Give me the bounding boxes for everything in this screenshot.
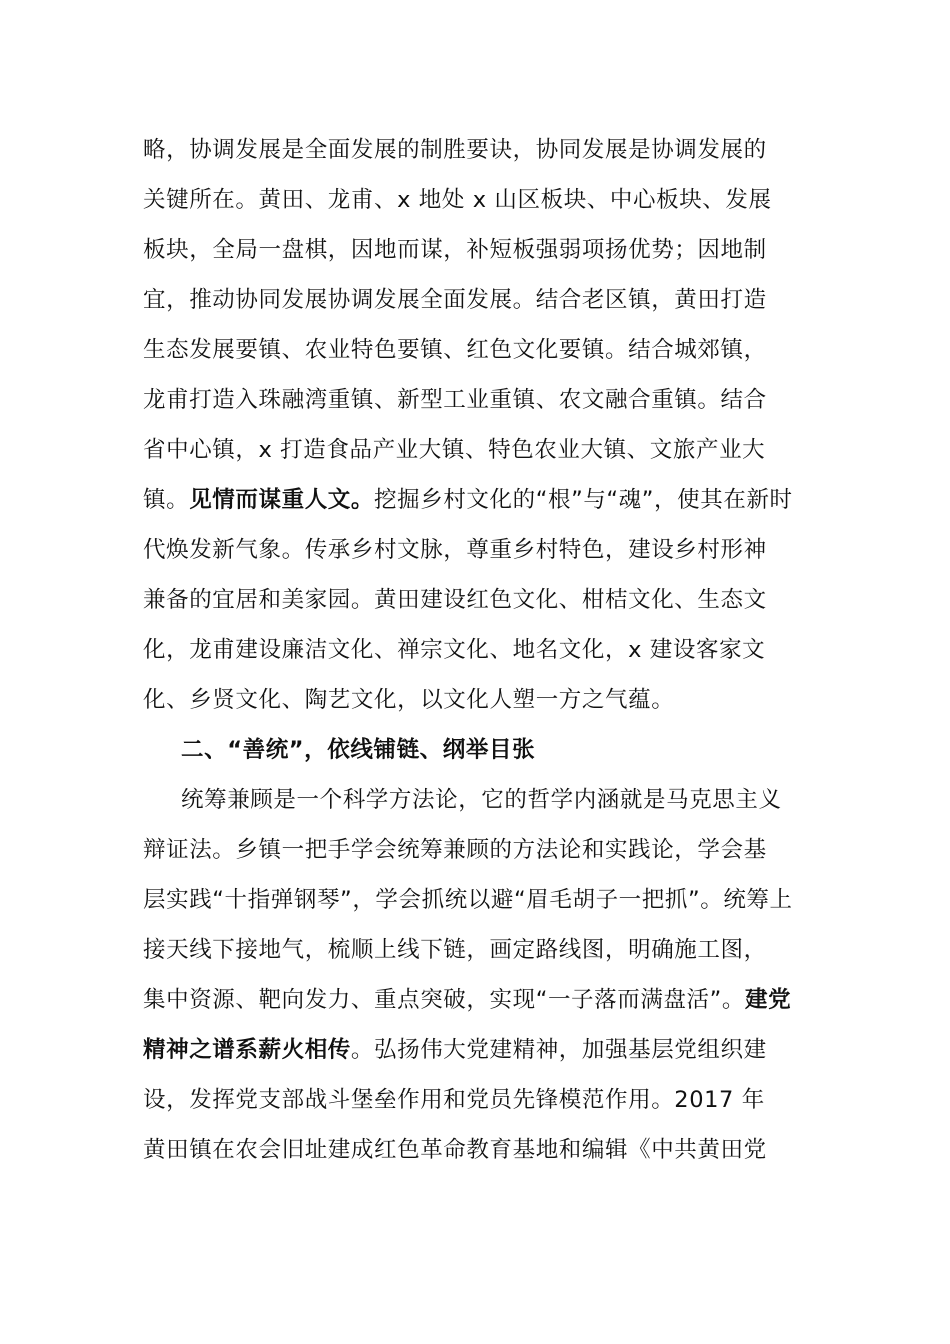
text-line: 宜，推动协同发展协调发展全面发展。结合老区镇，黄田打造 <box>143 287 767 313</box>
text-run: 镇。 <box>143 487 190 513</box>
text-line <box>143 485 813 515</box>
text-line: 代焕发新气象。传承乡村文脉，尊重乡村特色，建设乡村形神 <box>143 537 767 563</box>
text-line: 统筹兼顾是一个科学方法论，它的哲学内涵就是马克思主义 <box>181 787 782 813</box>
text-line: 省中心镇，x 打造食品产业大镇、特色农业大镇、文旅产业大 <box>143 437 766 463</box>
text-line: 设，发挥党支部战斗堡垒作用和党员先锋模范作用。2017 年 <box>143 1087 765 1113</box>
text-run: 集中资源、靶向发力、重点突破，实现“一子落而满盘活”。 <box>143 987 746 1013</box>
text-line: 生态发展要镇、农业特色要镇、红色文化要镇。结合城郊镇， <box>143 337 767 363</box>
text-line: 关键所在。黄田、龙甫、x 地处 x 山区板块、中心板块、发展 <box>143 187 772 213</box>
bold-subheading: 精神之谱系薪火相传 <box>143 1037 351 1063</box>
text-line: 兼备的宜居和美家园。黄田建设红色文化、柑桔文化、生态文 <box>143 587 767 613</box>
text-line: 略，协调发展是全面发展的制胜要诀，协同发展是协调发展的 <box>143 137 767 163</box>
text-line: 辩证法。乡镇一把手学会统筹兼顾的方法论和实践论，学会基 <box>143 837 767 863</box>
text-run: 。弘扬伟大党建精神，加强基层党组织建 <box>350 1037 767 1063</box>
section-heading: 二、“善统”，依线铺链、纲举目张 <box>181 737 536 763</box>
text-line: 接天线下接地气，梳顺上线下链，画定路线图，明确施工图， <box>143 937 767 963</box>
text-line: 层实践“十指弹钢琴”，学会抓统以避“眉毛胡子一把抓”。统筹上 <box>143 887 793 913</box>
text-line: 板块，全局一盘棋，因地而谋，补短板强弱项扬优势；因地制 <box>143 237 767 263</box>
text-line <box>143 1035 813 1065</box>
bold-subheading: 见情而谋重人文。 <box>189 487 375 513</box>
text-line: 化、乡贤文化、陶艺文化，以文化人塑一方之气蕴。 <box>143 687 675 713</box>
text-line: 龙甫打造入珠融湾重镇、新型工业重镇、农文融合重镇。结合 <box>143 387 767 413</box>
text-line <box>143 985 813 1015</box>
text-run: 挖掘乡村文化的“根”与“魂”，使其在新时 <box>374 487 793 513</box>
text-line: 黄田镇在农会旧址建成红色革命教育基地和编辑《中共黄田党 <box>143 1137 767 1163</box>
bold-subheading: 建党 <box>745 987 792 1013</box>
text-line: 化，龙甫建设廉洁文化、禅宗文化、地名文化，x 建设客家文 <box>143 637 766 663</box>
